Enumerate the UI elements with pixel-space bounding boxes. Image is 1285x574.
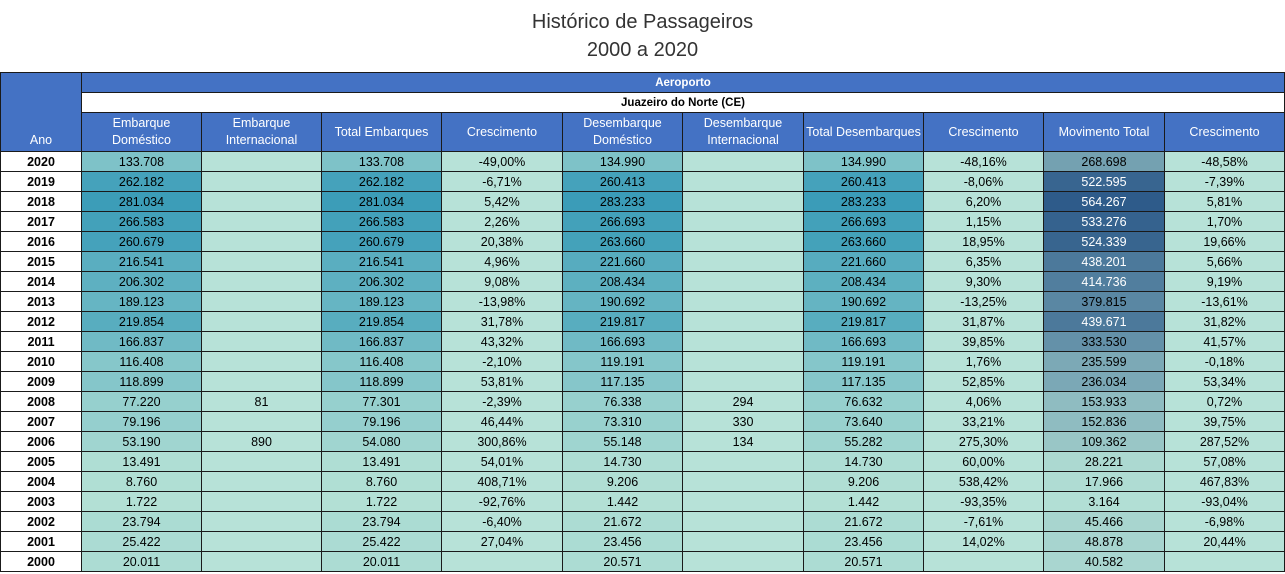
cell-desembarque-internacional bbox=[683, 152, 804, 172]
cell-desembarque-internacional bbox=[683, 252, 804, 272]
cell-desembarque-domestico: 14.730 bbox=[563, 452, 683, 472]
cell-crescimento-embarques: -2,39% bbox=[442, 392, 563, 412]
cell-embarque-domestico: 1.722 bbox=[82, 492, 202, 512]
cell-movimento-total: 439.671 bbox=[1044, 312, 1165, 332]
col-header-movimento-total: Movimento Total bbox=[1044, 113, 1165, 152]
cell-embarque-domestico: 266.583 bbox=[82, 212, 202, 232]
cell-desembarque-domestico: 260.413 bbox=[563, 172, 683, 192]
cell-desembarque-internacional bbox=[683, 472, 804, 492]
table-row bbox=[1, 552, 1285, 572]
cell-crescimento-desembarques: 1,76% bbox=[924, 352, 1044, 372]
cell-total-embarques: 13.491 bbox=[322, 452, 442, 472]
cell-year: 2000 bbox=[1, 552, 82, 572]
table-row bbox=[1, 172, 1285, 192]
cell-total-desembarques: 117.135 bbox=[804, 372, 924, 392]
cell-embarque-internacional bbox=[202, 152, 322, 172]
cell-movimento-total: 48.878 bbox=[1044, 532, 1165, 552]
cell-total-desembarques: 1.442 bbox=[804, 492, 924, 512]
cell-crescimento-embarques: -92,76% bbox=[442, 492, 563, 512]
cell-year: 2014 bbox=[1, 272, 82, 292]
cell-desembarque-internacional bbox=[683, 532, 804, 552]
cell-crescimento-desembarques: 1,15% bbox=[924, 212, 1044, 232]
cell-crescimento-desembarques: 14,02% bbox=[924, 532, 1044, 552]
cell-embarque-domestico: 79.196 bbox=[82, 412, 202, 432]
cell-total-embarques: 1.722 bbox=[322, 492, 442, 512]
cell-movimento-total: 268.698 bbox=[1044, 152, 1165, 172]
cell-movimento-total: 40.582 bbox=[1044, 552, 1165, 572]
cell-movimento-total: 533.276 bbox=[1044, 212, 1165, 232]
cell-movimento-total: 524.339 bbox=[1044, 232, 1165, 252]
cell-total-embarques: 206.302 bbox=[322, 272, 442, 292]
cell-embarque-internacional bbox=[202, 312, 322, 332]
table-row bbox=[1, 392, 1285, 412]
cell-total-embarques: 54.080 bbox=[322, 432, 442, 452]
cell-crescimento-embarques: 4,96% bbox=[442, 252, 563, 272]
cell-year: 2001 bbox=[1, 532, 82, 552]
cell-year: 2016 bbox=[1, 232, 82, 252]
cell-year: 2015 bbox=[1, 252, 82, 272]
cell-crescimento-desembarques bbox=[924, 552, 1044, 572]
cell-crescimento-embarques: 43,32% bbox=[442, 332, 563, 352]
cell-total-desembarques: 14.730 bbox=[804, 452, 924, 472]
table-row bbox=[1, 192, 1285, 212]
cell-crescimento-embarques: 9,08% bbox=[442, 272, 563, 292]
table-row bbox=[1, 252, 1285, 272]
cell-desembarque-internacional bbox=[683, 232, 804, 252]
cell-crescimento-desembarques: 538,42% bbox=[924, 472, 1044, 492]
cell-crescimento-embarques: 54,01% bbox=[442, 452, 563, 472]
cell-total-embarques: 166.837 bbox=[322, 332, 442, 352]
cell-crescimento-total bbox=[1165, 552, 1285, 572]
cell-embarque-internacional: 890 bbox=[202, 432, 322, 452]
cell-embarque-internacional bbox=[202, 552, 322, 572]
col-header-embarque-internacional: Embarque Internacional bbox=[202, 113, 322, 152]
cell-desembarque-internacional bbox=[683, 332, 804, 352]
cell-crescimento-embarques bbox=[442, 552, 563, 572]
cell-movimento-total: 28.221 bbox=[1044, 452, 1165, 472]
cell-desembarque-internacional bbox=[683, 492, 804, 512]
cell-movimento-total: 235.599 bbox=[1044, 352, 1165, 372]
cell-total-embarques: 79.196 bbox=[322, 412, 442, 432]
cell-total-embarques: 23.794 bbox=[322, 512, 442, 532]
cell-desembarque-internacional bbox=[683, 292, 804, 312]
cell-crescimento-desembarques: -93,35% bbox=[924, 492, 1044, 512]
cell-year: 2004 bbox=[1, 472, 82, 492]
cell-desembarque-internacional bbox=[683, 452, 804, 472]
cell-movimento-total: 153.933 bbox=[1044, 392, 1165, 412]
col-header-crescimento-desembarques: Crescimento bbox=[924, 113, 1044, 152]
cell-embarque-internacional bbox=[202, 492, 322, 512]
table-row bbox=[1, 472, 1285, 492]
cell-crescimento-total: 19,66% bbox=[1165, 232, 1285, 252]
cell-year: 2005 bbox=[1, 452, 82, 472]
cell-desembarque-internacional: 134 bbox=[683, 432, 804, 452]
cell-total-desembarques: 23.456 bbox=[804, 532, 924, 552]
table-row bbox=[1, 212, 1285, 232]
cell-total-embarques: 266.583 bbox=[322, 212, 442, 232]
cell-embarque-internacional bbox=[202, 472, 322, 492]
cell-movimento-total: 17.966 bbox=[1044, 472, 1165, 492]
cell-crescimento-total: 1,70% bbox=[1165, 212, 1285, 232]
cell-desembarque-domestico: 20.571 bbox=[563, 552, 683, 572]
cell-embarque-internacional bbox=[202, 452, 322, 472]
title-line-2: 2000 a 2020 bbox=[586, 39, 699, 61]
cell-crescimento-embarques: 31,78% bbox=[442, 312, 563, 332]
cell-total-desembarques: 283.233 bbox=[804, 192, 924, 212]
cell-crescimento-desembarques: 275,30% bbox=[924, 432, 1044, 452]
col-header-crescimento-embarques: Crescimento bbox=[442, 113, 563, 152]
cell-crescimento-desembarques: 31,87% bbox=[924, 312, 1044, 332]
cell-embarque-internacional bbox=[202, 292, 322, 312]
cell-crescimento-desembarques: 18,95% bbox=[924, 232, 1044, 252]
cell-total-embarques: 262.182 bbox=[322, 172, 442, 192]
cell-crescimento-embarques: 5,42% bbox=[442, 192, 563, 212]
cell-crescimento-desembarques: 6,20% bbox=[924, 192, 1044, 212]
col-header-desembarque-domestico: Desembarque Doméstico bbox=[563, 113, 683, 152]
airport-header: Juazeiro do Norte (CE) bbox=[82, 93, 1285, 113]
cell-total-desembarques: 260.413 bbox=[804, 172, 924, 192]
cell-embarque-domestico: 216.541 bbox=[82, 252, 202, 272]
cell-desembarque-domestico: 76.338 bbox=[563, 392, 683, 412]
cell-crescimento-total: -13,61% bbox=[1165, 292, 1285, 312]
cell-embarque-domestico: 25.422 bbox=[82, 532, 202, 552]
cell-year: 2002 bbox=[1, 512, 82, 532]
cell-year: 2013 bbox=[1, 292, 82, 312]
cell-crescimento-total: 53,34% bbox=[1165, 372, 1285, 392]
cell-crescimento-total: 9,19% bbox=[1165, 272, 1285, 292]
cell-crescimento-desembarques: 52,85% bbox=[924, 372, 1044, 392]
cell-crescimento-desembarques: 4,06% bbox=[924, 392, 1044, 412]
table-row bbox=[1, 312, 1285, 332]
cell-movimento-total: 414.736 bbox=[1044, 272, 1165, 292]
cell-desembarque-domestico: 1.442 bbox=[563, 492, 683, 512]
cell-desembarque-domestico: 221.660 bbox=[563, 252, 683, 272]
cell-embarque-domestico: 116.408 bbox=[82, 352, 202, 372]
col-header-desembarque-internacional: Desembarque Internacional bbox=[683, 113, 804, 152]
cell-movimento-total: 45.466 bbox=[1044, 512, 1165, 532]
cell-crescimento-total: 20,44% bbox=[1165, 532, 1285, 552]
cell-year: 2011 bbox=[1, 332, 82, 352]
cell-year: 2008 bbox=[1, 392, 82, 412]
cell-embarque-internacional: 81 bbox=[202, 392, 322, 412]
cell-crescimento-total: -7,39% bbox=[1165, 172, 1285, 192]
cell-year: 2020 bbox=[1, 152, 82, 172]
cell-desembarque-internacional bbox=[683, 352, 804, 372]
cell-embarque-internacional bbox=[202, 412, 322, 432]
cell-year: 2018 bbox=[1, 192, 82, 212]
cell-desembarque-domestico: 119.191 bbox=[563, 352, 683, 372]
cell-embarque-internacional bbox=[202, 172, 322, 192]
cell-embarque-internacional bbox=[202, 332, 322, 352]
cell-movimento-total: 564.267 bbox=[1044, 192, 1165, 212]
cell-crescimento-total: 467,83% bbox=[1165, 472, 1285, 492]
cell-embarque-internacional bbox=[202, 252, 322, 272]
table-row bbox=[1, 372, 1285, 392]
passenger-history-table bbox=[0, 72, 1285, 572]
cell-crescimento-embarques: 20,38% bbox=[442, 232, 563, 252]
cell-crescimento-desembarques: 9,30% bbox=[924, 272, 1044, 292]
cell-total-desembarques: 219.817 bbox=[804, 312, 924, 332]
cell-embarque-internacional bbox=[202, 192, 322, 212]
cell-desembarque-internacional bbox=[683, 372, 804, 392]
cell-crescimento-embarques: -6,71% bbox=[442, 172, 563, 192]
cell-desembarque-internacional bbox=[683, 272, 804, 292]
cell-year: 2017 bbox=[1, 212, 82, 232]
cell-total-desembarques: 9.206 bbox=[804, 472, 924, 492]
cell-desembarque-domestico: 190.692 bbox=[563, 292, 683, 312]
cell-crescimento-embarques: 27,04% bbox=[442, 532, 563, 552]
cell-total-embarques: 133.708 bbox=[322, 152, 442, 172]
cell-desembarque-domestico: 23.456 bbox=[563, 532, 683, 552]
cell-total-desembarques: 20.571 bbox=[804, 552, 924, 572]
cell-movimento-total: 152.836 bbox=[1044, 412, 1165, 432]
col-header-total-embarques: Total Embarques bbox=[322, 113, 442, 152]
cell-embarque-domestico: 53.190 bbox=[82, 432, 202, 452]
cell-crescimento-total: 287,52% bbox=[1165, 432, 1285, 452]
cell-embarque-domestico: 13.491 bbox=[82, 452, 202, 472]
cell-desembarque-domestico: 219.817 bbox=[563, 312, 683, 332]
cell-year: 2009 bbox=[1, 372, 82, 392]
cell-desembarque-domestico: 208.434 bbox=[563, 272, 683, 292]
cell-crescimento-total: 5,66% bbox=[1165, 252, 1285, 272]
cell-desembarque-domestico: 263.660 bbox=[563, 232, 683, 252]
cell-total-desembarques: 266.693 bbox=[804, 212, 924, 232]
cell-total-embarques: 25.422 bbox=[322, 532, 442, 552]
cell-crescimento-total: -6,98% bbox=[1165, 512, 1285, 532]
cell-total-desembarques: 221.660 bbox=[804, 252, 924, 272]
cell-total-embarques: 260.679 bbox=[322, 232, 442, 252]
cell-embarque-domestico: 281.034 bbox=[82, 192, 202, 212]
cell-embarque-domestico: 260.679 bbox=[82, 232, 202, 252]
cell-movimento-total: 236.034 bbox=[1044, 372, 1165, 392]
cell-total-embarques: 281.034 bbox=[322, 192, 442, 212]
cell-embarque-domestico: 133.708 bbox=[82, 152, 202, 172]
cell-total-desembarques: 134.990 bbox=[804, 152, 924, 172]
title-line-1: Histórico de Passageiros bbox=[531, 11, 754, 33]
cell-desembarque-domestico: 55.148 bbox=[563, 432, 683, 452]
table-row bbox=[1, 272, 1285, 292]
cell-desembarque-internacional: 294 bbox=[683, 392, 804, 412]
cell-total-embarques: 8.760 bbox=[322, 472, 442, 492]
cell-desembarque-internacional bbox=[683, 312, 804, 332]
cell-total-desembarques: 21.672 bbox=[804, 512, 924, 532]
cell-total-desembarques: 208.434 bbox=[804, 272, 924, 292]
cell-embarque-domestico: 262.182 bbox=[82, 172, 202, 192]
table-row bbox=[1, 452, 1285, 472]
cell-total-embarques: 20.011 bbox=[322, 552, 442, 572]
cell-embarque-internacional bbox=[202, 232, 322, 252]
cell-desembarque-internacional bbox=[683, 552, 804, 572]
cell-embarque-domestico: 166.837 bbox=[82, 332, 202, 352]
table-row bbox=[1, 512, 1285, 532]
cell-embarque-domestico: 8.760 bbox=[82, 472, 202, 492]
cell-crescimento-total: -48,58% bbox=[1165, 152, 1285, 172]
cell-crescimento-total: 41,57% bbox=[1165, 332, 1285, 352]
table-row bbox=[1, 152, 1285, 172]
cell-total-desembarques: 166.693 bbox=[804, 332, 924, 352]
cell-desembarque-internacional bbox=[683, 192, 804, 212]
cell-crescimento-embarques: 46,44% bbox=[442, 412, 563, 432]
cell-crescimento-total: 57,08% bbox=[1165, 452, 1285, 472]
year-header-label: Ano bbox=[29, 133, 53, 147]
cell-year: 2012 bbox=[1, 312, 82, 332]
cell-total-embarques: 219.854 bbox=[322, 312, 442, 332]
cell-crescimento-total: 39,75% bbox=[1165, 412, 1285, 432]
col-header-total-desembarques: Total Desembarques bbox=[804, 113, 924, 152]
cell-crescimento-desembarques: 39,85% bbox=[924, 332, 1044, 352]
cell-desembarque-domestico: 9.206 bbox=[563, 472, 683, 492]
cell-crescimento-desembarques: 6,35% bbox=[924, 252, 1044, 272]
cell-crescimento-desembarques: -7,61% bbox=[924, 512, 1044, 532]
cell-desembarque-domestico: 266.693 bbox=[563, 212, 683, 232]
cell-year: 2019 bbox=[1, 172, 82, 192]
col-header-embarque-domestico: Embarque Doméstico bbox=[82, 113, 202, 152]
cell-crescimento-total: -0,18% bbox=[1165, 352, 1285, 372]
year-header bbox=[1, 73, 82, 152]
cell-desembarque-domestico: 134.990 bbox=[563, 152, 683, 172]
cell-movimento-total: 522.595 bbox=[1044, 172, 1165, 192]
cell-year: 2003 bbox=[1, 492, 82, 512]
cell-crescimento-embarques: -13,98% bbox=[442, 292, 563, 312]
cell-movimento-total: 333.530 bbox=[1044, 332, 1165, 352]
cell-crescimento-embarques: -49,00% bbox=[442, 152, 563, 172]
cell-total-embarques: 116.408 bbox=[322, 352, 442, 372]
cell-desembarque-internacional bbox=[683, 512, 804, 532]
cell-crescimento-desembarques: -8,06% bbox=[924, 172, 1044, 192]
cell-desembarque-internacional bbox=[683, 172, 804, 192]
cell-embarque-internacional bbox=[202, 272, 322, 292]
group-header: Aeroporto bbox=[82, 73, 1285, 93]
cell-total-embarques: 189.123 bbox=[322, 292, 442, 312]
cell-embarque-domestico: 77.220 bbox=[82, 392, 202, 412]
cell-total-embarques: 77.301 bbox=[322, 392, 442, 412]
page-title bbox=[0, 8, 1285, 64]
cell-crescimento-total: -93,04% bbox=[1165, 492, 1285, 512]
table-row bbox=[1, 412, 1285, 432]
cell-movimento-total: 379.815 bbox=[1044, 292, 1165, 312]
cell-embarque-internacional bbox=[202, 352, 322, 372]
cell-desembarque-internacional bbox=[683, 212, 804, 232]
cell-crescimento-desembarques: 33,21% bbox=[924, 412, 1044, 432]
cell-total-desembarques: 263.660 bbox=[804, 232, 924, 252]
cell-total-embarques: 216.541 bbox=[322, 252, 442, 272]
col-header-crescimento-total: Crescimento bbox=[1165, 113, 1285, 152]
cell-total-embarques: 118.899 bbox=[322, 372, 442, 392]
cell-embarque-internacional bbox=[202, 212, 322, 232]
table-row bbox=[1, 352, 1285, 372]
cell-embarque-domestico: 206.302 bbox=[82, 272, 202, 292]
cell-movimento-total: 3.164 bbox=[1044, 492, 1165, 512]
cell-crescimento-desembarques: -13,25% bbox=[924, 292, 1044, 312]
cell-total-desembarques: 73.640 bbox=[804, 412, 924, 432]
cell-embarque-domestico: 219.854 bbox=[82, 312, 202, 332]
cell-total-desembarques: 119.191 bbox=[804, 352, 924, 372]
cell-embarque-internacional bbox=[202, 532, 322, 552]
cell-crescimento-total: 31,82% bbox=[1165, 312, 1285, 332]
cell-crescimento-total: 5,81% bbox=[1165, 192, 1285, 212]
table-row bbox=[1, 332, 1285, 352]
table-row bbox=[1, 492, 1285, 512]
cell-crescimento-embarques: 408,71% bbox=[442, 472, 563, 492]
cell-total-desembarques: 190.692 bbox=[804, 292, 924, 312]
cell-crescimento-embarques: 53,81% bbox=[442, 372, 563, 392]
cell-crescimento-desembarques: 60,00% bbox=[924, 452, 1044, 472]
cell-embarque-domestico: 20.011 bbox=[82, 552, 202, 572]
cell-movimento-total: 109.362 bbox=[1044, 432, 1165, 452]
cell-year: 2007 bbox=[1, 412, 82, 432]
cell-crescimento-total: 0,72% bbox=[1165, 392, 1285, 412]
cell-total-desembarques: 76.632 bbox=[804, 392, 924, 412]
cell-crescimento-embarques: -2,10% bbox=[442, 352, 563, 372]
cell-desembarque-domestico: 117.135 bbox=[563, 372, 683, 392]
cell-desembarque-internacional: 330 bbox=[683, 412, 804, 432]
cell-movimento-total: 438.201 bbox=[1044, 252, 1165, 272]
cell-crescimento-embarques: 2,26% bbox=[442, 212, 563, 232]
cell-year: 2006 bbox=[1, 432, 82, 452]
cell-year: 2010 bbox=[1, 352, 82, 372]
cell-embarque-internacional bbox=[202, 512, 322, 532]
cell-embarque-domestico: 189.123 bbox=[82, 292, 202, 312]
table-row bbox=[1, 532, 1285, 552]
cell-embarque-internacional bbox=[202, 372, 322, 392]
table-row bbox=[1, 432, 1285, 452]
cell-desembarque-domestico: 166.693 bbox=[563, 332, 683, 352]
cell-desembarque-domestico: 21.672 bbox=[563, 512, 683, 532]
cell-crescimento-embarques: 300,86% bbox=[442, 432, 563, 452]
cell-total-desembarques: 55.282 bbox=[804, 432, 924, 452]
cell-embarque-domestico: 118.899 bbox=[82, 372, 202, 392]
cell-desembarque-domestico: 73.310 bbox=[563, 412, 683, 432]
cell-crescimento-embarques: -6,40% bbox=[442, 512, 563, 532]
table-row bbox=[1, 292, 1285, 312]
table-row bbox=[1, 232, 1285, 252]
cell-desembarque-domestico: 283.233 bbox=[563, 192, 683, 212]
cell-embarque-domestico: 23.794 bbox=[82, 512, 202, 532]
cell-crescimento-desembarques: -48,16% bbox=[924, 152, 1044, 172]
